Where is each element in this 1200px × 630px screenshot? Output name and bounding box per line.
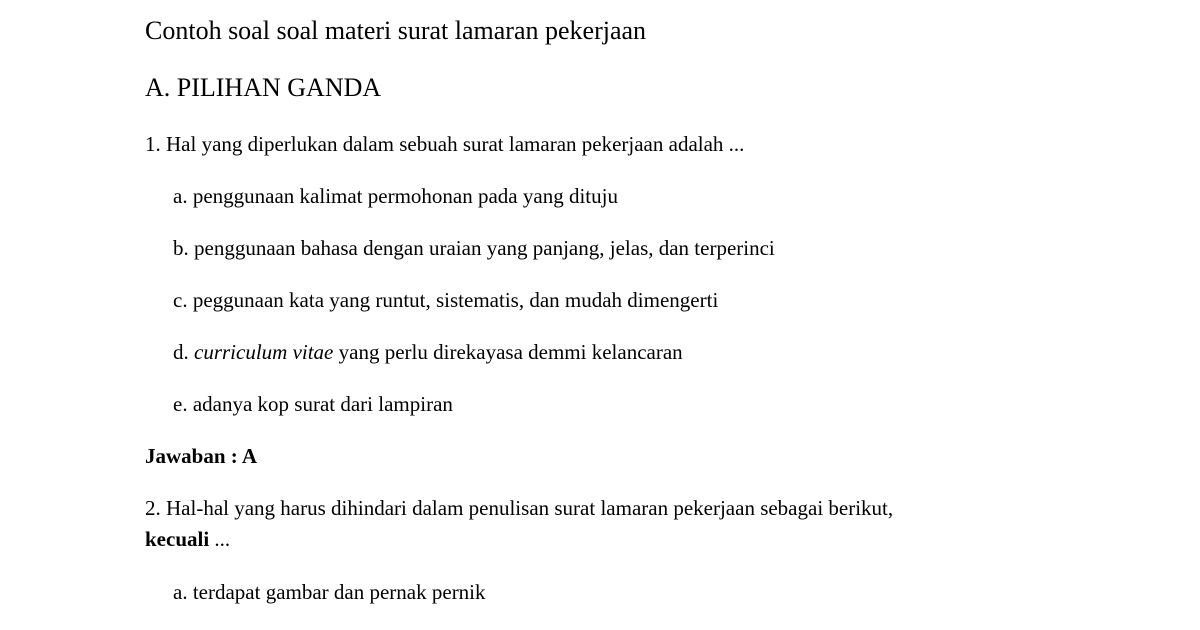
document-title: Contoh soal soal materi surat lamaran pekerjaan — [145, 16, 647, 45]
question-1-option-e: e. adanya kop surat dari lampiran — [173, 392, 453, 416]
question-2-text-line-1: 2. Hal-hal yang harus dihindari dalam penulisan surat lamaran pekerjaan sebagai berikut, — [145, 496, 894, 520]
question-1-option-a: a. penggunaan kalimat permohonan pada yang dituju — [173, 184, 618, 208]
option-d-rest: yang perlu direkayasa demmi kelancaran — [333, 340, 683, 364]
question-2-ellipsis: ... — [209, 527, 231, 551]
question-1-option-b: b. penggunaan bahasa dengan uraian yang panjang, jelas, dan terperinci — [173, 236, 775, 260]
question-1-option-c: c. peggunaan kata yang runtut, sistematis, dan mudah dimengerti — [173, 288, 719, 312]
question-1-option-d — [173, 338, 683, 366]
option-d-prefix: d. — [173, 340, 194, 364]
section-heading: A. PILIHAN GANDA — [145, 73, 382, 102]
option-d-italic-term: curriculum vitae — [194, 340, 334, 364]
question-2-keyword: kecuali — [145, 527, 210, 551]
question-2-text-line-2 — [145, 525, 230, 553]
question-1-answer: Jawaban : A — [145, 444, 258, 468]
question-1-text: 1. Hal yang diperlukan dalam sebuah surat lamaran pekerjaan adalah ... — [145, 132, 745, 156]
question-2-option-a: a. terdapat gambar dan pernak pernik — [173, 580, 486, 604]
